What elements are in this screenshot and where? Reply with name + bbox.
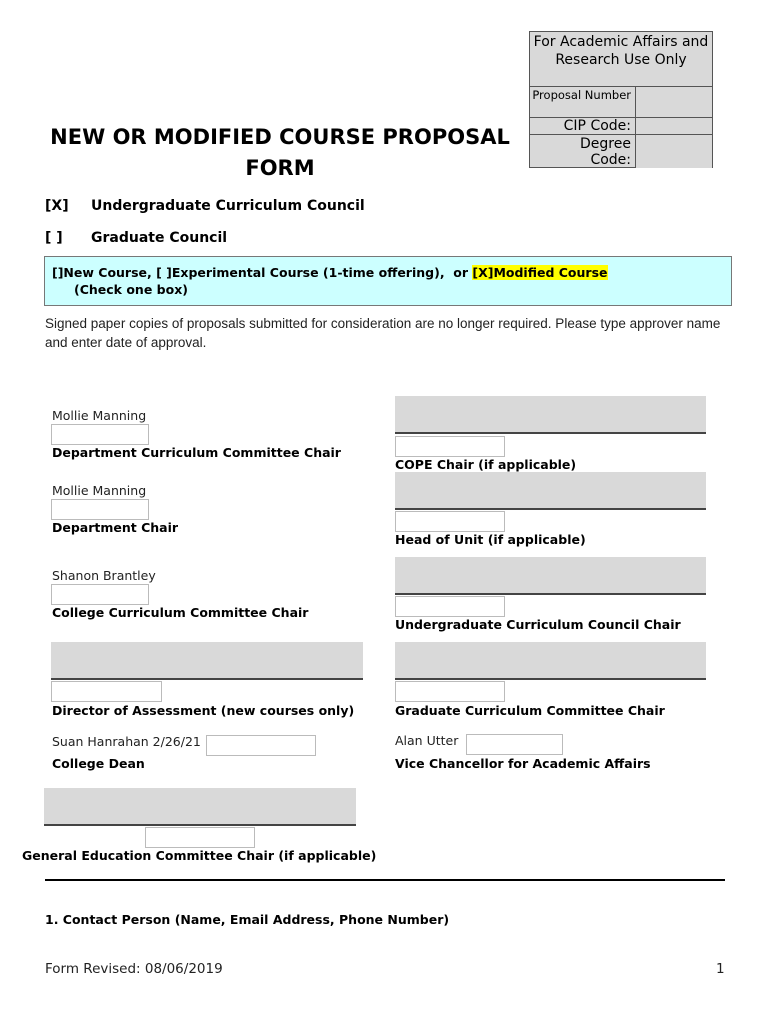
council-label-gc: Graduate Council <box>91 230 228 246</box>
council-label-ugc: Undergraduate Curriculum Council <box>91 198 365 214</box>
college-curriculum-name: Shanon Brantley <box>52 568 156 583</box>
gen-ed-date-field[interactable] <box>145 827 255 848</box>
dept-curriculum-title: Department Curriculum Committee Chair <box>52 445 341 460</box>
gen-ed-title: General Education Committee Chair (if applicable) <box>22 848 377 863</box>
new-course-option[interactable]: []New Course, <box>52 265 157 280</box>
modified-course-option[interactable]: [X]Modified Course <box>472 265 608 280</box>
degree-code-field[interactable] <box>636 135 712 168</box>
vc-academic-name: Alan Utter <box>395 733 459 748</box>
gen-ed-signature-field[interactable] <box>44 788 356 826</box>
dept-curriculum-name: Mollie Manning <box>52 408 147 423</box>
council-mark-ugc[interactable]: [X] <box>45 198 69 214</box>
college-dean-name: Suan Hanrahan 2/26/21 <box>52 734 201 749</box>
head-unit-date-field[interactable] <box>395 511 505 532</box>
assessment-date-field[interactable] <box>51 681 162 702</box>
proposal-number-field[interactable] <box>636 87 712 117</box>
gcc-date-field[interactable] <box>395 681 505 702</box>
course-type-box <box>44 256 732 306</box>
dept-curriculum-date-field[interactable] <box>51 424 149 445</box>
dept-chair-date-field[interactable] <box>51 499 149 520</box>
head-unit-title: Head of Unit (if applicable) <box>395 532 586 547</box>
assessment-signature-field[interactable] <box>51 642 363 680</box>
dept-chair-title: Department Chair <box>52 520 179 535</box>
check-one-instruction: (Check one box) <box>74 282 188 297</box>
college-dean-title: College Dean <box>52 756 145 771</box>
cope-date-field[interactable] <box>395 436 505 457</box>
head-unit-signature-field[interactable] <box>395 472 706 510</box>
page-number: 1 <box>716 961 725 977</box>
degree-code-row <box>530 135 712 168</box>
academic-affairs-box <box>529 31 713 168</box>
cope-signature-field[interactable] <box>395 396 706 434</box>
academic-affairs-header: For Academic Affairs and Research Use Only <box>530 32 712 87</box>
college-curriculum-title: College Curriculum Committee Chair <box>52 605 309 620</box>
assessment-title: Director of Assessment (new courses only) <box>52 703 355 718</box>
gcc-signature-field[interactable] <box>395 642 706 680</box>
gcc-title: Graduate Curriculum Committee Chair <box>395 703 665 718</box>
form-revised-date: Form Revised: 08/06/2019 <box>45 961 223 977</box>
ucc-title: Undergraduate Curriculum Council Chair <box>395 617 681 632</box>
vc-academic-title: Vice Chancellor for Academic Affairs <box>395 756 651 771</box>
course-type-line <box>52 265 608 280</box>
cope-title: COPE Chair (if applicable) <box>395 457 577 472</box>
dept-chair-name: Mollie Manning <box>52 483 147 498</box>
page-title: NEW OR MODIFIED COURSE PROPOSAL FORM <box>50 125 510 180</box>
section-divider <box>45 879 725 881</box>
proposal-number-label: Proposal Number <box>530 87 636 117</box>
cip-code-label: CIP Code: <box>530 118 636 134</box>
contact-person-heading: 1. Contact Person (Name, Email Address, Phone Number) <box>45 912 450 927</box>
proposal-number-row <box>530 87 712 118</box>
ucc-signature-field[interactable] <box>395 557 706 595</box>
cip-code-field[interactable] <box>636 118 712 134</box>
council-mark-gc[interactable]: [ ] <box>45 230 63 246</box>
cip-code-row <box>530 118 712 135</box>
approval-note: Signed paper copies of proposals submitted for consideration are no longer required. Please type approver name and enter date of approval. <box>45 316 721 350</box>
degree-code-label: Degree Code: <box>530 135 636 168</box>
ucc-date-field[interactable] <box>395 596 505 617</box>
experimental-course-option[interactable]: [ ]Experimental Course (1-time offering), or <box>156 265 473 280</box>
vc-academic-date-field[interactable] <box>466 734 563 755</box>
college-dean-date-field[interactable] <box>206 735 316 756</box>
college-curriculum-date-field[interactable] <box>51 584 149 605</box>
